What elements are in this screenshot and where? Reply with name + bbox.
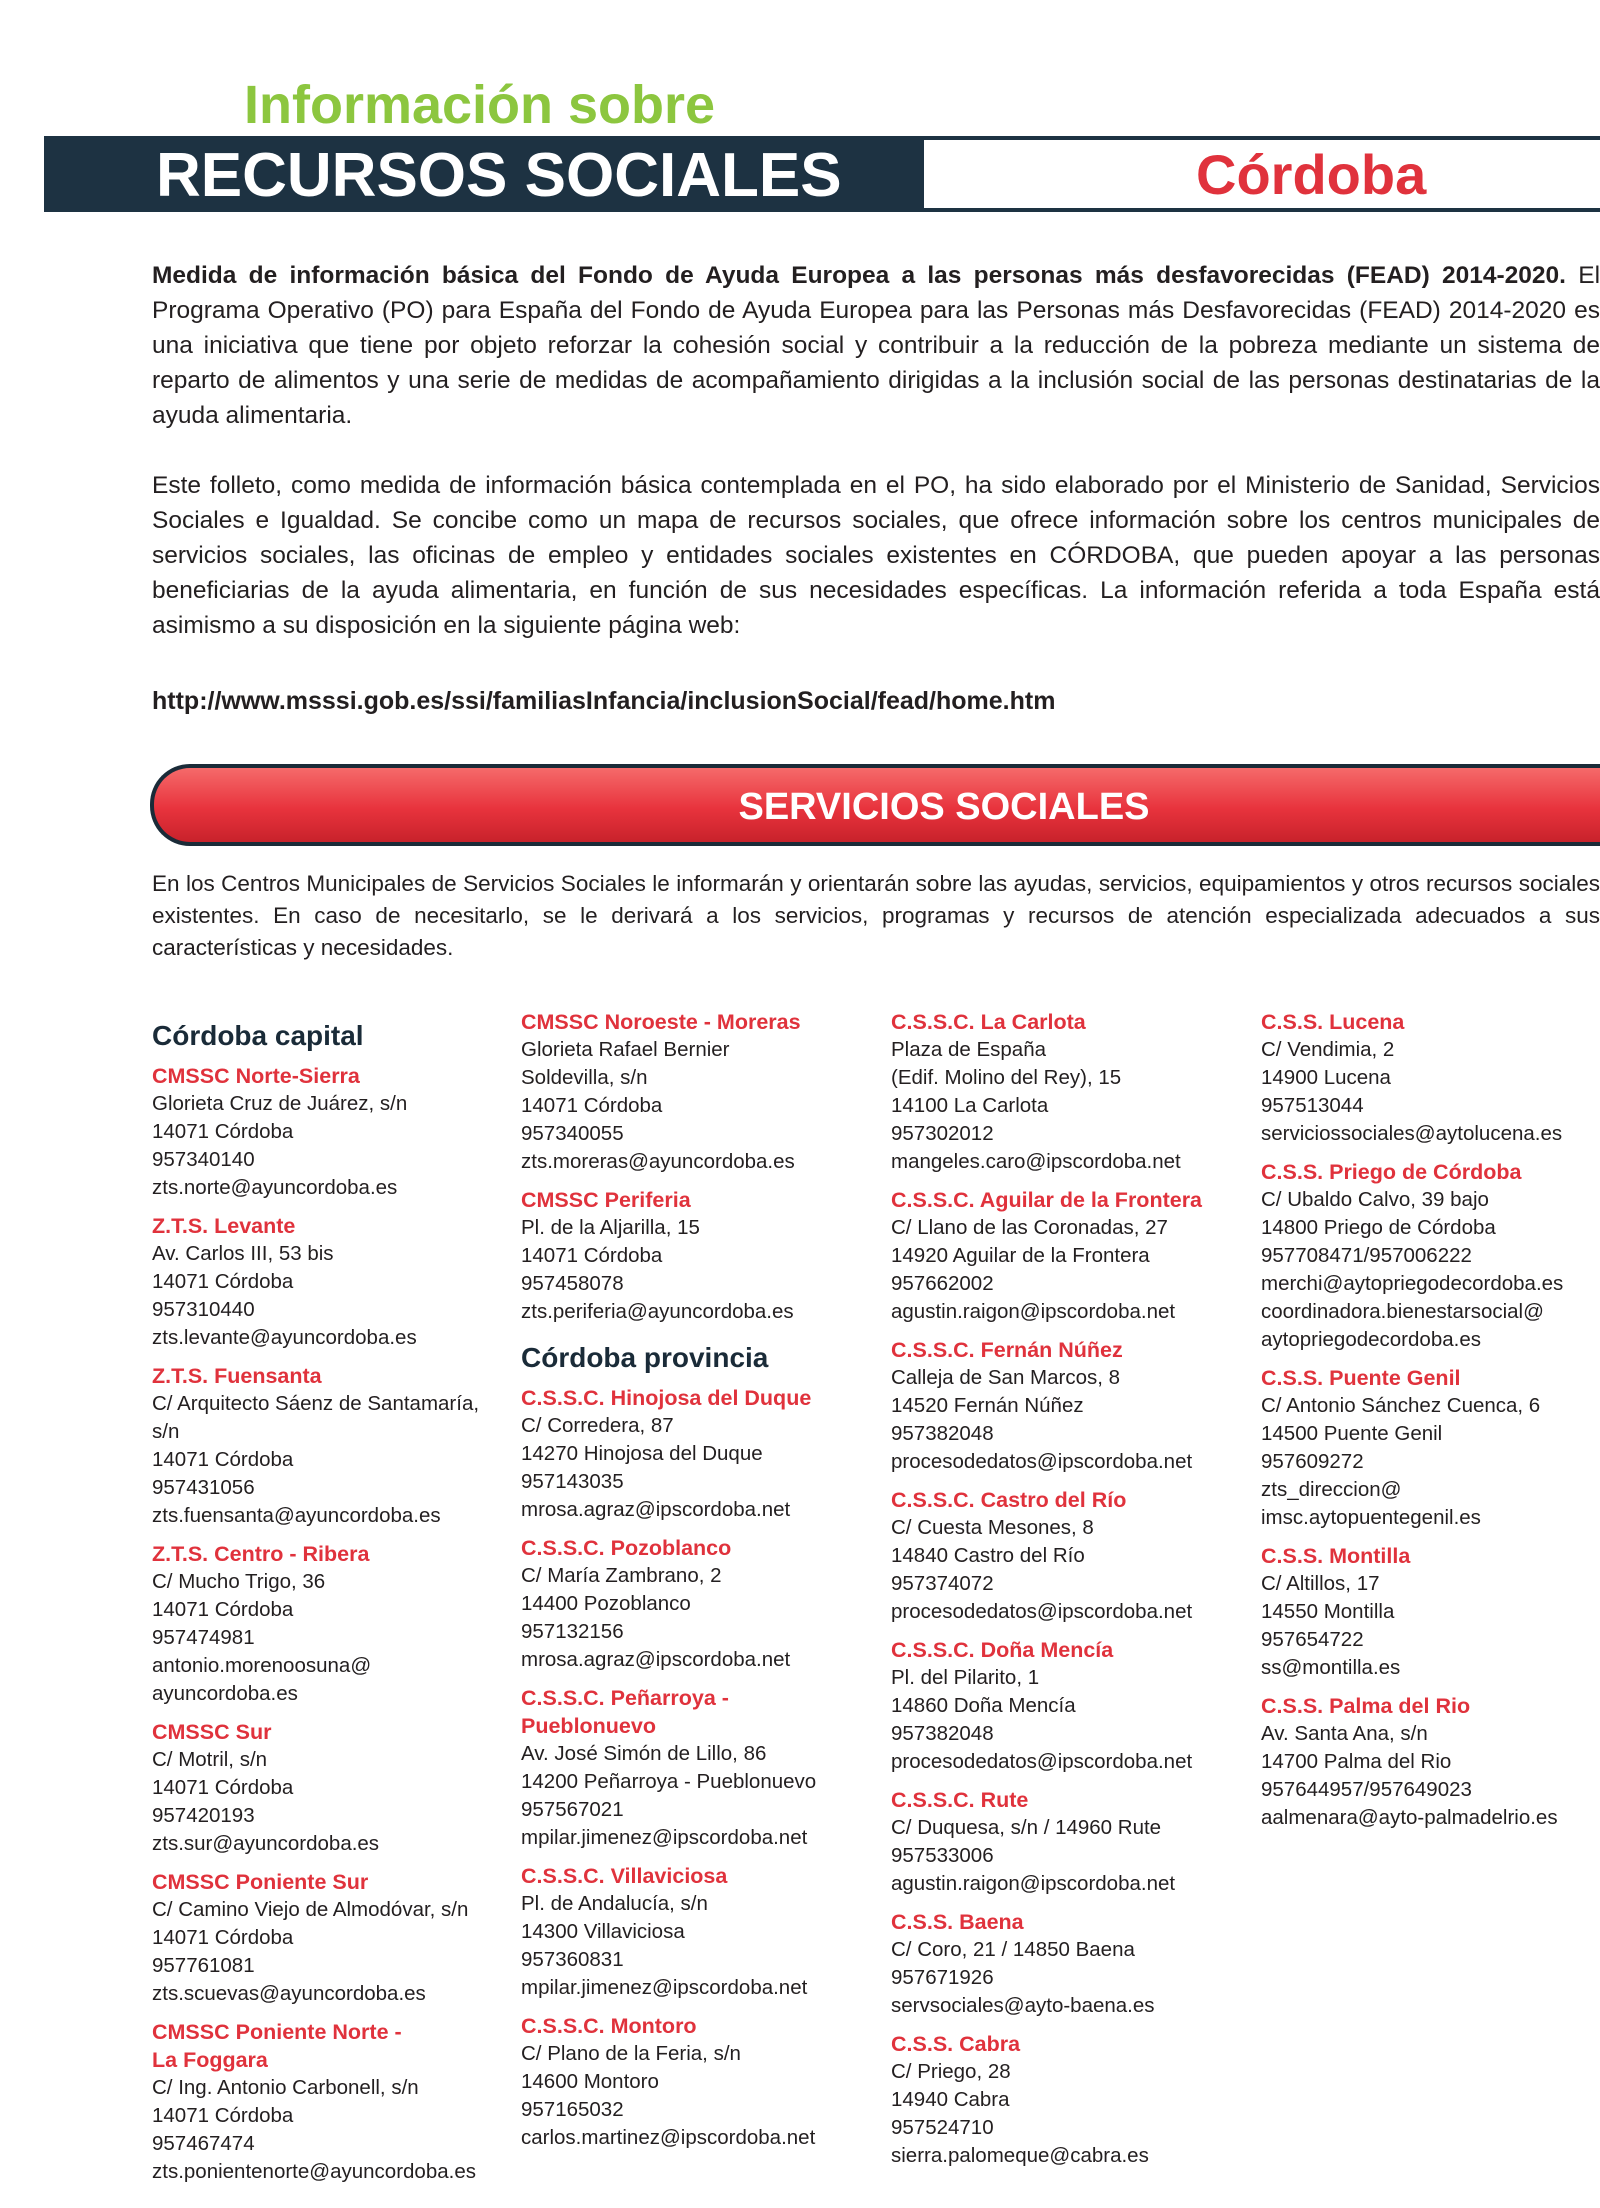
entry-line: 957374072: [891, 1572, 994, 1595]
entry-line: aytopriegodecordoba.es: [1261, 1328, 1481, 1351]
section-banner: [150, 764, 1600, 846]
entry-line: 14071 Córdoba: [521, 1244, 663, 1267]
entry-line: ayuncordoba.es: [152, 1682, 298, 1705]
entry-line[interactable]: mpilar.jimenez@ipscordoba.net: [521, 1976, 808, 1999]
resource-entry: [521, 1684, 881, 1852]
entry-title: CMSSC Periferia: [521, 1188, 691, 1212]
entry-line[interactable]: zts.periferia@ayuncordoba.es: [521, 1300, 794, 1323]
resource-entry: [1261, 1158, 1600, 1354]
entry-line: 957382048: [891, 1422, 994, 1445]
entry-line: Av. Carlos III, 53 bis: [152, 1242, 334, 1265]
entry-title: CMSSC Noroeste - Moreras: [521, 1010, 801, 1034]
entry-line: 14550 Montilla: [1261, 1600, 1395, 1623]
entry-line: C/ Duquesa, s/n / 14960 Rute: [891, 1816, 1162, 1839]
heading-capital: Córdoba capital: [152, 1020, 364, 1051]
entry-title: Z.T.S. Centro - Ribera: [152, 1542, 370, 1566]
entry-list: [152, 1062, 512, 2186]
entry-line: 14900 Lucena: [1261, 1066, 1391, 1089]
entry-line: 957165032: [521, 2098, 624, 2121]
entry-line: 14270 Hinojosa del Duque: [521, 1442, 763, 1465]
entry-line: 14300 Villaviciosa: [521, 1920, 685, 1943]
entry-line: 14500 Puente Genil: [1261, 1422, 1443, 1445]
resource-entry: [521, 2012, 881, 2152]
entry-title: C.S.S.C. Rute: [891, 1788, 1029, 1812]
resource-entry: [152, 1718, 512, 1858]
entry-line[interactable]: mangeles.caro@ipscordoba.net: [891, 1150, 1181, 1173]
entry-line: 957533006: [891, 1844, 994, 1867]
entry-title: C.S.S.C. Castro del Río: [891, 1488, 1127, 1512]
entry-line[interactable]: mrosa.agraz@ipscordoba.net: [521, 1498, 791, 1521]
entry-line: 957609272: [1261, 1450, 1364, 1473]
entry-line: C/ Camino Viejo de Almodóvar, s/n: [152, 1898, 469, 1921]
entry-line[interactable]: sierra.palomeque@cabra.es: [891, 2144, 1149, 2167]
entry-title: Z.T.S. Fuensanta: [152, 1364, 322, 1388]
entry-title: C.S.S. Puente Genil: [1261, 1366, 1461, 1390]
entry-title: C.S.S.C. Aguilar de la Frontera: [891, 1188, 1203, 1212]
section-text: En los Centros Municipales de Servicios Sociales le informarán y orientarán sobre las ayudas, servicios, equipamientos y otros recursos sociales existentes. En caso de necesitarlo, se le derivará a los servicios, programas y recursos de atención especializada adecuados a sus características y necesidades.: [152, 871, 1600, 960]
entry-line: 957143035: [521, 1470, 624, 1493]
entry-line: (Edif. Molino del Rey), 15: [891, 1066, 1122, 1089]
resource-entry: [891, 1786, 1251, 1898]
entry-line[interactable]: zts_direccion@: [1261, 1478, 1402, 1501]
entry-title: C.S.S. Palma del Rio: [1261, 1694, 1471, 1718]
entry-line: 957513044: [1261, 1094, 1364, 1117]
entry-line: Av. José Simón de Lillo, 86: [521, 1742, 767, 1765]
resource-entry: [521, 1186, 881, 1326]
entry-line[interactable]: zts.fuensanta@ayuncordoba.es: [152, 1504, 441, 1527]
entry-line: 14071 Córdoba: [521, 1094, 663, 1117]
intro: [152, 258, 1600, 678]
entry-line: 14920 Aguilar de la Frontera: [891, 1244, 1150, 1267]
entry-line[interactable]: servsociales@ayto-baena.es: [891, 1994, 1155, 2017]
resource-entry: [152, 1362, 512, 1530]
entry-title: C.S.S.C. Hinojosa del Duque: [521, 1386, 812, 1410]
column-3: [891, 1008, 1251, 2180]
entry-line: Av. Santa Ana, s/n: [1261, 1722, 1428, 1745]
entry-line: 957644957/957649023: [1261, 1778, 1472, 1801]
resource-entry: [152, 1062, 512, 1202]
entry-line: 957340140: [152, 1148, 255, 1171]
entry-line: 14800 Priego de Córdoba: [1261, 1216, 1496, 1239]
entry-title: CMSSC Norte-Sierra: [152, 1064, 360, 1088]
resource-entry: [152, 1212, 512, 1352]
entry-line: Plaza de España: [891, 1038, 1047, 1061]
heading-provincia: Córdoba provincia: [521, 1342, 769, 1373]
resource-entry: [152, 1868, 512, 2008]
entry-line[interactable]: zts.scuevas@ayuncordoba.es: [152, 1982, 426, 2005]
entry-list: [521, 1008, 881, 1326]
entry-line: C/ Arquitecto Sáenz de Santamaría,: [152, 1392, 480, 1415]
entry-line: 957662002: [891, 1272, 994, 1295]
entry-line[interactable]: zts.levante@ayuncordoba.es: [152, 1326, 417, 1349]
resource-entry: [891, 1486, 1251, 1626]
resource-entry: [521, 1862, 881, 2002]
entry-title: C.S.S.C. Montoro: [521, 2014, 697, 2038]
entry-line: 957360831: [521, 1948, 624, 1971]
entry-line: 14400 Pozoblanco: [521, 1592, 691, 1615]
entry-line: Pl. de la Aljarilla, 15: [521, 1216, 700, 1239]
entry-line: 14100 La Carlota: [891, 1094, 1049, 1117]
column-1: [152, 1012, 512, 2196]
resource-entry: [891, 1186, 1251, 1326]
entry-line: 14071 Córdoba: [152, 1776, 294, 1799]
entry-line: 957761081: [152, 1954, 255, 1977]
resource-entry: [152, 2018, 512, 2186]
entry-line[interactable]: agustin.raigon@ipscordoba.net: [891, 1300, 1176, 1323]
column-2: [521, 1008, 881, 2162]
resource-entry: [521, 1008, 881, 1176]
resource-entry: [1261, 1008, 1600, 1148]
entry-line: C/ Mucho Trigo, 36: [152, 1570, 326, 1593]
entry-line: 14520 Fernán Núñez: [891, 1394, 1084, 1417]
entry-title: C.S.S.C. Fernán Núñez: [891, 1338, 1123, 1362]
entry-title: Z.T.S. Levante: [152, 1214, 296, 1238]
entry-title: C.S.S.C. Villaviciosa: [521, 1864, 728, 1888]
entry-line: C/ Altillos, 17: [1261, 1572, 1380, 1595]
entry-line: 14940 Cabra: [891, 2088, 1010, 2111]
entry-line: 957132156: [521, 1620, 624, 1643]
entry-line: 14860 Doña Mencía: [891, 1694, 1076, 1717]
resource-entry: [891, 2030, 1251, 2170]
resource-entry: [891, 1008, 1251, 1176]
entry-line[interactable]: procesodedatos@ipscordoba.net: [891, 1450, 1193, 1473]
entry-line[interactable]: ss@montilla.es: [1261, 1656, 1401, 1679]
entry-title: CMSSC Poniente Norte - La Foggara: [152, 2020, 402, 2072]
entry-line: C/ Priego, 28: [891, 2060, 1011, 2083]
entry-line: Pl. del Pilarito, 1: [891, 1666, 1040, 1689]
entry-line: C/ Cuesta Mesones, 8: [891, 1516, 1094, 1539]
entry-line: 957671926: [891, 1966, 994, 1989]
entry-line: 957474981: [152, 1626, 255, 1649]
entry-title: C.S.S.C. La Carlota: [891, 1010, 1086, 1034]
entry-line[interactable]: procesodedatos@ipscordoba.net: [891, 1600, 1193, 1623]
entry-line: 957458078: [521, 1272, 624, 1295]
entry-line: C/ Plano de la Feria, s/n: [521, 2042, 741, 2065]
entry-line[interactable]: aalmenara@ayto-palmadelrio.es: [1261, 1806, 1558, 1829]
entry-line: Calleja de San Marcos, 8: [891, 1366, 1121, 1389]
entry-list: [521, 1384, 881, 2152]
entry-line: 957708471/957006222: [1261, 1244, 1472, 1267]
resource-entry: [1261, 1542, 1600, 1682]
entry-line: 14071 Córdoba: [152, 1120, 294, 1143]
entry-line: Glorieta Rafael Bernier: [521, 1038, 730, 1061]
entry-title: CMSSC Poniente Sur: [152, 1870, 369, 1894]
entry-line: 957524710: [891, 2116, 994, 2139]
entry-line[interactable]: merchi@aytopriegodecordoba.es: [1261, 1272, 1564, 1295]
entry-line: C/ Llano de las Coronadas, 27: [891, 1216, 1168, 1239]
entry-line: 957654722: [1261, 1628, 1364, 1651]
entry-line: 14071 Córdoba: [152, 1270, 294, 1293]
entry-line: 957340055: [521, 1122, 624, 1145]
entry-line: 957382048: [891, 1722, 994, 1745]
entry-line[interactable]: zts.ponientenorte@ayuncordoba.es: [152, 2160, 476, 2183]
entry-title: C.S.S. Baena: [891, 1910, 1024, 1934]
header-city: Córdoba: [1196, 143, 1427, 206]
entry-line: 14700 Palma del Rio: [1261, 1750, 1452, 1773]
entry-line: C/ Coro, 21 / 14850 Baena: [891, 1938, 1135, 1961]
entry-line: 14840 Castro del Río: [891, 1544, 1085, 1567]
entry-line: C/ Antonio Sánchez Cuenca, 6: [1261, 1394, 1541, 1417]
entry-line[interactable]: coordinadora.bienestarsocial@: [1261, 1300, 1544, 1323]
entry-title: C.S.S.C. Doña Mencía: [891, 1638, 1114, 1662]
entry-line[interactable]: zts.moreras@ayuncordoba.es: [521, 1150, 795, 1173]
entry-line: 14071 Córdoba: [152, 1926, 294, 1949]
entry-line: Pl. de Andalucía, s/n: [521, 1892, 708, 1915]
entry-line: C/ Corredera, 87: [521, 1414, 674, 1437]
intro-p1-rest: El Programa Operativo (PO) para España del Fondo de Ayuda Europea para las Personas más Desfavorecidas (FEAD) 2014-2020 es una iniciativa que tiene por objeto reforzar la cohesión social y contribuir a la reducción de la pobreza mediante un sistema de reparto de alimentos y una serie de medidas de acompañamiento dirigidas a la inclusión social de las personas destinatarias de la ayuda alimentaria.: [152, 262, 1600, 429]
entry-list: [891, 1008, 1251, 2170]
intro-paragraph-1: [152, 258, 1600, 433]
resource-entry: [1261, 1692, 1600, 1832]
entry-title: C.S.S.C. Pozoblanco: [521, 1536, 732, 1560]
entry-line: s/n: [152, 1420, 180, 1443]
entry-line: 14200 Peñarroya - Pueblonuevo: [521, 1770, 817, 1793]
resource-entry: [891, 1336, 1251, 1476]
entry-line[interactable]: zts.sur@ayuncordoba.es: [152, 1832, 380, 1855]
resource-entry: [1261, 1364, 1600, 1532]
entry-line: C/ Vendimia, 2: [1261, 1038, 1395, 1061]
entry-line: Glorieta Cruz de Juárez, s/n: [152, 1092, 408, 1115]
resource-entry: [521, 1534, 881, 1674]
entry-line: 957467474: [152, 2132, 255, 2155]
resource-entry: [152, 1540, 512, 1708]
entry-title: C.S.S. Priego de Córdoba: [1261, 1160, 1522, 1184]
entry-line: C/ María Zambrano, 2: [521, 1564, 722, 1587]
entry-line: 957431056: [152, 1476, 255, 1499]
entry-line: Soldevilla, s/n: [521, 1066, 648, 1089]
resource-entry: [891, 1908, 1251, 2020]
intro-url[interactable]: http://www.msssi.gob.es/ssi/familiasInfancia/inclusionSocial/fead/home.htm: [152, 687, 1056, 715]
entry-line: 14071 Córdoba: [152, 1448, 294, 1471]
entry-title: C.S.S. Lucena: [1261, 1010, 1405, 1034]
entry-title: C.S.S.C. Peñarroya - Pueblonuevo: [521, 1686, 729, 1738]
entry-line: C/ Ubaldo Calvo, 39 bajo: [1261, 1188, 1489, 1211]
entry-line[interactable]: mpilar.jimenez@ipscordoba.net: [521, 1826, 808, 1849]
entry-line: 957310440: [152, 1298, 255, 1321]
entry-line: 14071 Córdoba: [152, 2104, 294, 2127]
entry-line: 14071 Córdoba: [152, 1598, 294, 1621]
entry-line: C/ Ing. Antonio Carbonell, s/n: [152, 2076, 419, 2099]
entry-line: C/ Motril, s/n: [152, 1748, 268, 1771]
entry-line: 957567021: [521, 1798, 624, 1821]
entry-line[interactable]: agustin.raigon@ipscordoba.net: [891, 1872, 1176, 1895]
entry-line[interactable]: procesodedatos@ipscordoba.net: [891, 1750, 1193, 1773]
entry-line[interactable]: carlos.martinez@ipscordoba.net: [521, 2126, 816, 2149]
entry-line: 957302012: [891, 1122, 994, 1145]
resource-entry: [521, 1384, 881, 1524]
header-subtitle: Información sobre: [244, 75, 716, 135]
entry-line[interactable]: antonio.morenoosuna@: [152, 1654, 372, 1677]
entry-list: [1261, 1008, 1600, 1832]
intro-paragraph-2: Este folleto, como medida de información básica contemplada en el PO, ha sido elaborado por el Ministerio de Sanidad, Servicios Sociales e Igualdad. Se concibe como un mapa de recursos sociales, que ofrece información sobre los centros municipales de servicios sociales, las oficinas de empleo y entidades sociales existentes en CÓRDOBA, que pueden apoyar a las personas beneficiarias de la ayuda alimentaria, en función de sus necesidades específicas. La información referida a toda España está asimismo a su disposición en la siguiente página web:: [152, 472, 1600, 639]
entry-line: imsc.aytopuentegenil.es: [1261, 1506, 1481, 1529]
entry-title: C.S.S. Montilla: [1261, 1544, 1411, 1568]
entry-line: 14600 Montoro: [521, 2070, 659, 2093]
entry-line[interactable]: serviciossociales@aytolucena.es: [1261, 1122, 1563, 1145]
intro-bold: Medida de información básica del Fondo de Ayuda Europea a las personas más desfavorecidas (FEAD) 2014-2020.: [152, 262, 1566, 289]
entry-title: C.S.S. Cabra: [891, 2032, 1021, 2056]
entry-line[interactable]: mrosa.agraz@ipscordoba.net: [521, 1648, 791, 1671]
entry-line: 957420193: [152, 1804, 255, 1827]
entry-line[interactable]: zts.norte@ayuncordoba.es: [152, 1176, 398, 1199]
resource-entry: [891, 1636, 1251, 1776]
section-title: SERVICIOS SOCIALES: [738, 786, 1150, 828]
entry-title: CMSSC Sur: [152, 1720, 272, 1744]
column-4: [1261, 1008, 1600, 1842]
header-title: RECURSOS SOCIALES: [156, 141, 842, 210]
